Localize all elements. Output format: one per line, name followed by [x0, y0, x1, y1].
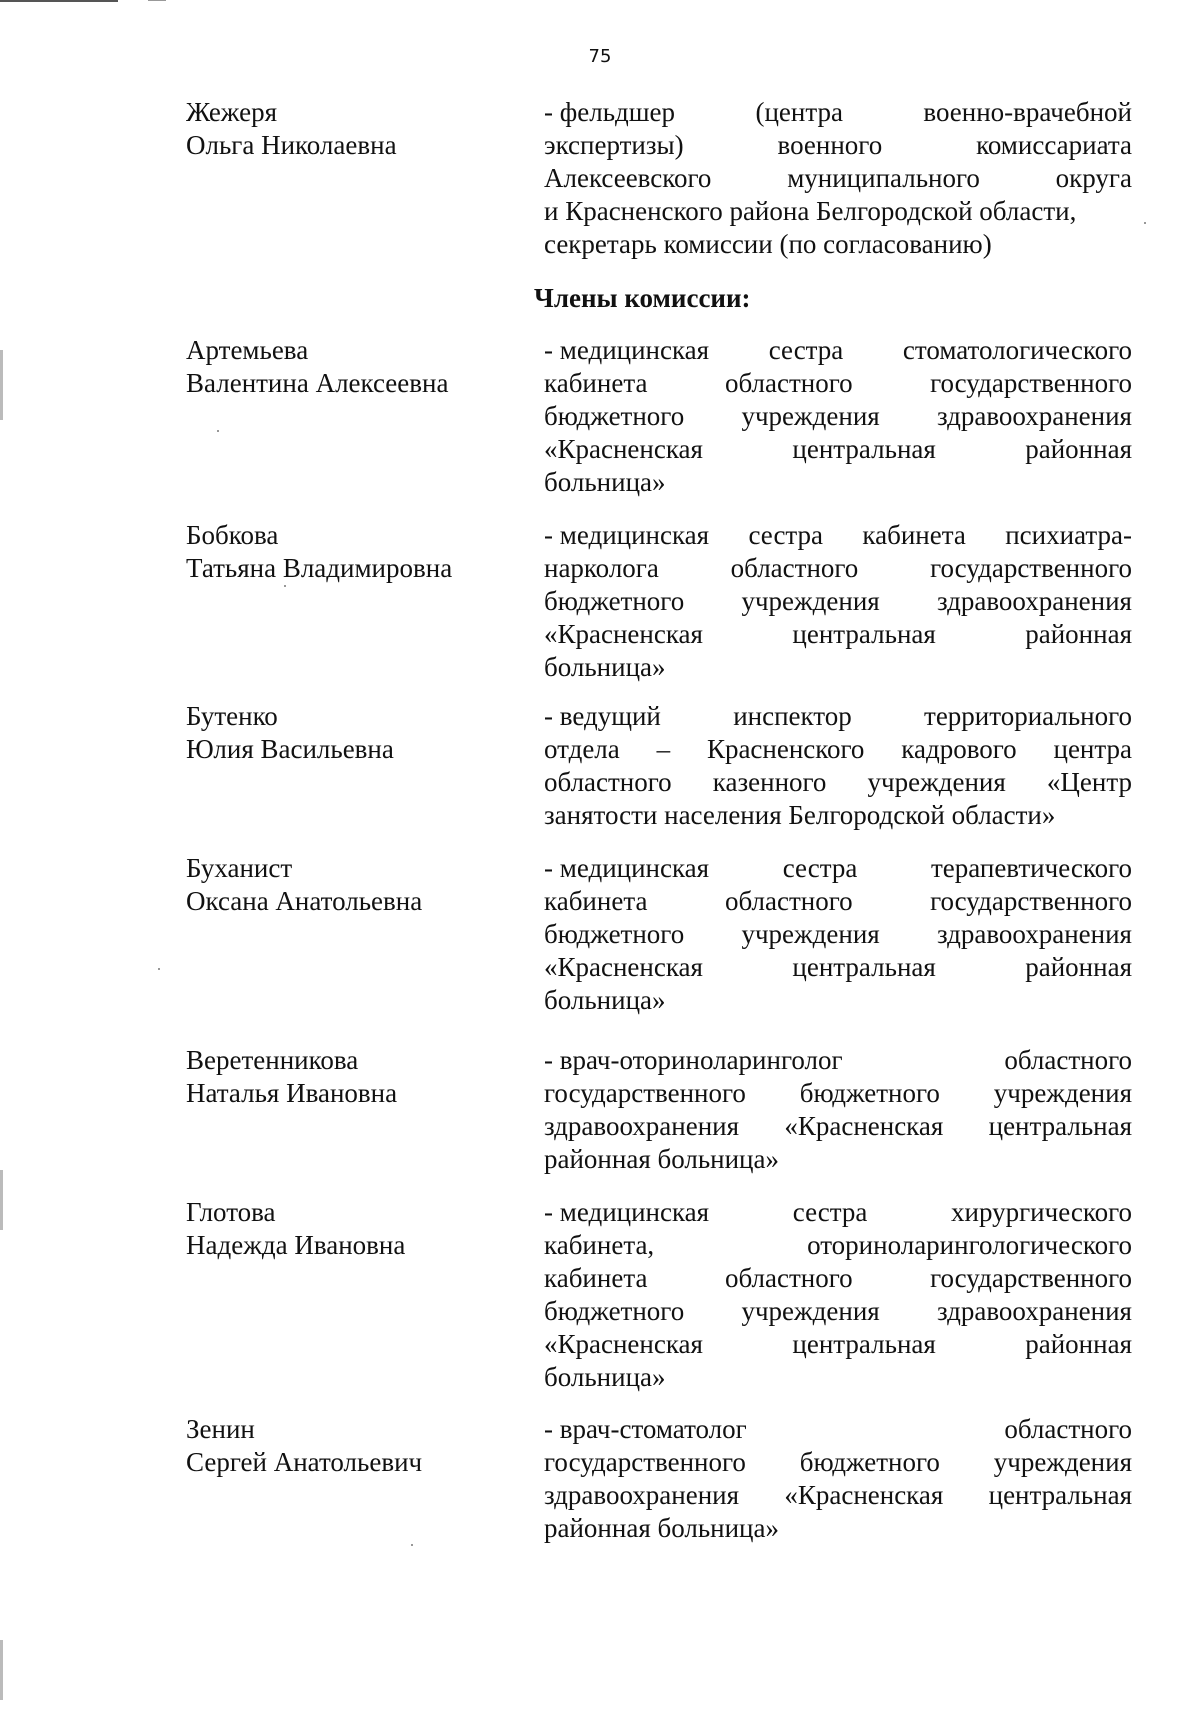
person-name — [186, 1413, 516, 1479]
description-line — [544, 885, 1132, 918]
description-word: хирургического — [951, 1197, 1132, 1227]
description-word: районная больница» — [544, 1513, 779, 1543]
description-word: «Красненская — [544, 434, 703, 464]
given-names: Оксана Анатольевна — [186, 886, 423, 916]
description-word: сестра — [768, 335, 844, 365]
description-word: комиссариата — [976, 130, 1132, 160]
description-word: кабинета — [544, 886, 648, 916]
description-word: областного — [724, 886, 853, 916]
description-word: «Красненская — [784, 1480, 944, 1510]
description-word: нарколога — [544, 553, 659, 583]
description-line — [544, 519, 1132, 552]
description-line — [544, 1044, 1132, 1077]
description-word: районная — [1025, 952, 1132, 982]
description-line — [544, 1413, 1132, 1446]
description-word: государственного — [544, 1078, 746, 1108]
description-word: - медицинская — [544, 520, 710, 550]
description-word: государственного — [930, 368, 1132, 398]
person-name — [186, 1196, 516, 1262]
description-word: районная — [1025, 434, 1132, 464]
description-line — [544, 96, 1132, 129]
given-names: Наталья Ивановна — [186, 1078, 398, 1108]
description-word: - врач-оториноларинголог — [544, 1045, 843, 1075]
scan-artifact-line — [0, 0, 118, 2]
description-word: учреждения — [741, 586, 880, 616]
description-word: и Красненского района Белгородской области, — [544, 196, 1077, 226]
description-word: больница» — [544, 1362, 666, 1392]
description-line — [544, 1262, 1132, 1295]
description-word: районная — [1025, 619, 1132, 649]
description-word: сестра — [748, 520, 824, 550]
description-word: государственного — [930, 553, 1132, 583]
description-word: государственного — [930, 886, 1132, 916]
position-description — [544, 519, 1132, 684]
description-word: бюджетного — [544, 1296, 685, 1326]
description-word: - фельдшер — [544, 97, 676, 127]
scan-speck — [158, 968, 160, 970]
surname: Артемьева — [186, 335, 309, 365]
description-line — [544, 1479, 1132, 1512]
description-word: «Красненская — [544, 619, 703, 649]
surname: Жежеря — [186, 97, 278, 127]
description-line — [544, 651, 1132, 684]
description-word: кабинета, — [544, 1230, 655, 1260]
description-line — [544, 228, 1132, 261]
description-word: здравоохранения — [936, 586, 1132, 616]
given-names: Юлия Васильевна — [186, 734, 394, 764]
description-word: государственного — [544, 1447, 746, 1477]
description-line — [544, 585, 1132, 618]
description-word: бюджетного — [544, 919, 685, 949]
description-word: «Красненская — [544, 1329, 703, 1359]
description-word: «Красненская — [544, 952, 703, 982]
description-word: бюджетного — [799, 1078, 940, 1108]
description-line — [544, 799, 1132, 832]
description-word: больница» — [544, 652, 666, 682]
description-word: больница» — [544, 467, 666, 497]
description-word: терапевтического — [930, 853, 1132, 883]
surname: Глотова — [186, 1197, 276, 1227]
description-line — [544, 918, 1132, 951]
description-word: кабинета — [544, 368, 648, 398]
person-name — [186, 1044, 516, 1110]
description-word: областного — [724, 1263, 853, 1293]
surname: Буханист — [186, 853, 293, 883]
position-description — [544, 852, 1132, 1017]
description-word: учреждения — [993, 1078, 1132, 1108]
description-line — [544, 733, 1132, 766]
surname: Зенин — [186, 1414, 255, 1444]
description-line — [544, 951, 1132, 984]
description-word: центра — [1053, 734, 1132, 764]
description-word: муниципального — [787, 163, 980, 193]
description-word: здравоохранения — [936, 401, 1132, 431]
description-word: бюджетного — [544, 401, 685, 431]
description-word: областного — [544, 767, 672, 797]
description-word: учреждения — [741, 919, 880, 949]
description-word: центральная — [792, 1329, 936, 1359]
given-names: Ольга Николаевна — [186, 130, 397, 160]
position-description — [544, 1044, 1132, 1176]
description-line — [544, 552, 1132, 585]
description-word: областного — [724, 368, 853, 398]
description-word: - медицинская — [544, 1197, 710, 1227]
description-line — [544, 195, 1132, 228]
description-line — [544, 618, 1132, 651]
description-word: военно-врачебной — [923, 97, 1132, 127]
description-word: секретарь комиссии (по согласованию) — [544, 229, 992, 259]
description-word: - ведущий — [544, 701, 661, 731]
description-line — [544, 334, 1132, 367]
scan-edge-mark — [0, 1170, 3, 1230]
description-line — [544, 466, 1132, 499]
description-word: инспектор — [733, 701, 852, 731]
position-description — [544, 700, 1132, 832]
description-word: психиатра- — [1005, 520, 1132, 550]
description-line — [544, 852, 1132, 885]
description-word: районная — [1025, 1329, 1132, 1359]
description-word: занятости населения Белгородской области» — [544, 800, 1056, 830]
description-line — [544, 700, 1132, 733]
description-line — [544, 1110, 1132, 1143]
description-word: территориального — [924, 701, 1132, 731]
description-word: центральная — [792, 952, 936, 982]
description-word: бюджетного — [544, 586, 685, 616]
description-word: учреждения — [993, 1447, 1132, 1477]
surname: Бобкова — [186, 520, 279, 550]
description-word: - медицинская — [544, 853, 710, 883]
scan-artifact-line — [148, 0, 166, 1]
description-word: учреждения — [741, 1296, 880, 1326]
description-line — [544, 1361, 1132, 1394]
description-line — [544, 1295, 1132, 1328]
description-line — [544, 1143, 1132, 1176]
person-name — [186, 96, 516, 162]
description-word: Красненского — [706, 734, 865, 764]
given-names: Валентина Алексеевна — [186, 368, 449, 398]
person-name — [186, 334, 516, 400]
description-word: сестра — [782, 853, 858, 883]
description-word: учреждения — [741, 401, 880, 431]
description-word: областного — [730, 553, 859, 583]
page-number: 75 — [588, 46, 612, 67]
position-description — [544, 96, 1132, 261]
description-word: областного — [1004, 1045, 1132, 1075]
description-line — [544, 433, 1132, 466]
description-line — [544, 1077, 1132, 1110]
scan-edge-mark — [0, 1640, 3, 1700]
scan-speck — [217, 430, 219, 432]
surname: Веретенникова — [186, 1045, 359, 1075]
description-line — [544, 1512, 1132, 1545]
description-word: округа — [1055, 163, 1132, 193]
description-line — [544, 984, 1132, 1017]
description-word: сестра — [792, 1197, 868, 1227]
description-word: кадрового — [901, 734, 1017, 764]
description-word: учреждения — [867, 767, 1006, 797]
description-word: кабинета — [544, 1263, 648, 1293]
description-word: - врач-стоматолог — [544, 1414, 747, 1444]
description-word: «Центр — [1046, 767, 1132, 797]
position-description — [544, 334, 1132, 499]
description-line — [544, 1328, 1132, 1361]
description-word: здравоохранения — [544, 1480, 740, 1510]
description-word: областного — [1004, 1414, 1132, 1444]
description-word: бюджетного — [799, 1447, 940, 1477]
person-name — [186, 852, 516, 918]
description-line — [544, 367, 1132, 400]
description-word: центральная — [792, 619, 936, 649]
description-word: районная больница» — [544, 1144, 779, 1174]
description-line — [544, 1446, 1132, 1479]
description-word: – — [656, 734, 671, 764]
description-line — [544, 129, 1132, 162]
description-word: кабинета — [862, 520, 966, 550]
given-names: Сергей Анатольевич — [186, 1447, 423, 1477]
scan-speck — [1144, 222, 1146, 224]
person-name — [186, 519, 516, 585]
scan-speck — [411, 1544, 413, 1546]
description-word: «Красненская — [784, 1111, 944, 1141]
description-word: государственного — [930, 1263, 1132, 1293]
position-description — [544, 1196, 1132, 1394]
description-line — [544, 766, 1132, 799]
scan-speck — [284, 585, 286, 587]
description-word: центральная — [988, 1480, 1132, 1510]
description-word: больница» — [544, 985, 666, 1015]
description-word: оториноларингологического — [807, 1230, 1132, 1260]
description-word: здравоохранения — [936, 1296, 1132, 1326]
description-word: - медицинская — [544, 335, 710, 365]
description-word: экспертизы) — [544, 130, 684, 160]
description-word: Алексеевского — [544, 163, 712, 193]
description-line — [544, 400, 1132, 433]
members-heading: Члены комиссии: — [534, 283, 751, 313]
description-word: здравоохранения — [544, 1111, 740, 1141]
description-line — [544, 162, 1132, 195]
given-names: Татьяна Владимировна — [186, 553, 453, 583]
description-word: казенного — [712, 767, 827, 797]
description-word: стоматологического — [902, 335, 1132, 365]
description-word: военного — [777, 130, 883, 160]
description-word: центральная — [792, 434, 936, 464]
description-line — [544, 1229, 1132, 1262]
surname: Бутенко — [186, 701, 278, 731]
description-word: центральная — [988, 1111, 1132, 1141]
description-line — [544, 1196, 1132, 1229]
given-names: Надежда Ивановна — [186, 1230, 406, 1260]
description-word: (центра — [755, 97, 843, 127]
person-name — [186, 700, 516, 766]
scan-edge-mark — [0, 350, 3, 420]
description-word: отдела — [544, 734, 620, 764]
description-word: здравоохранения — [936, 919, 1132, 949]
position-description — [544, 1413, 1132, 1545]
